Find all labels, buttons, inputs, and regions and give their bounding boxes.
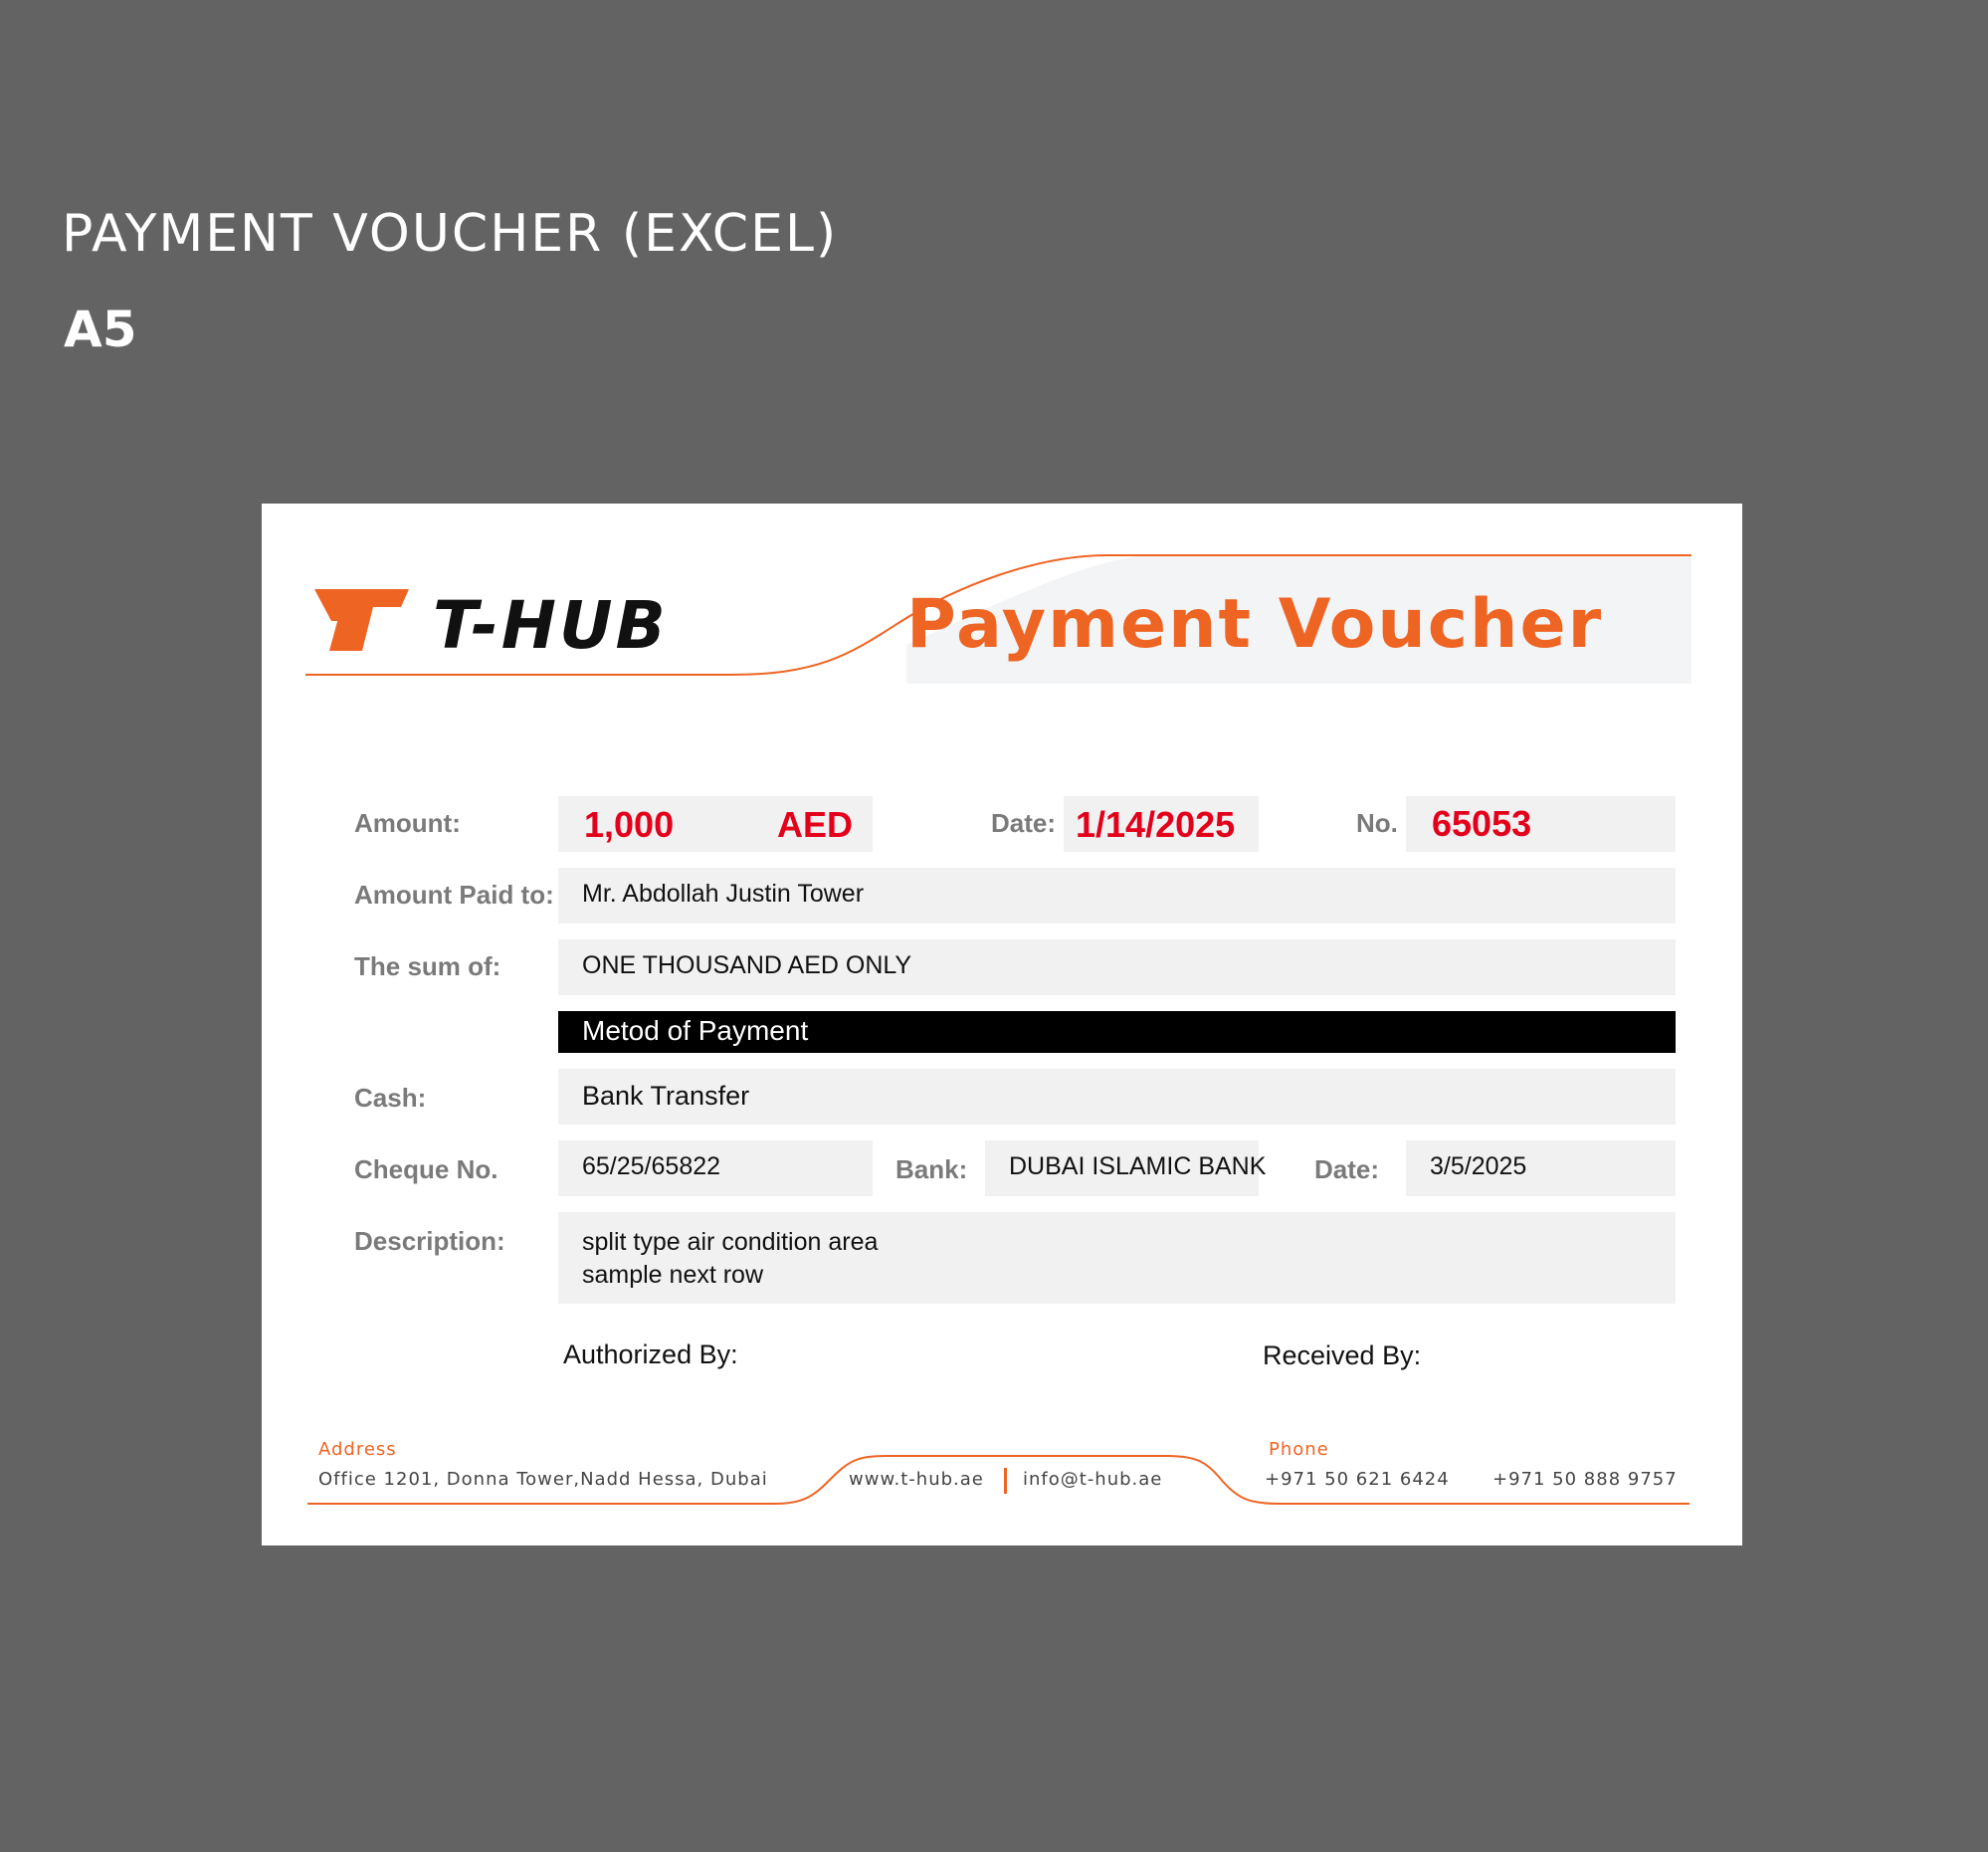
voucher-number-label: No. bbox=[1356, 808, 1398, 838]
description-line: split type air condition area bbox=[582, 1228, 879, 1256]
page-heading: PAYMENT VOUCHER (EXCEL) bbox=[62, 204, 839, 264]
date-field[interactable] bbox=[1064, 796, 1259, 852]
cash-label: Cash: bbox=[354, 1083, 427, 1113]
cheque-number-label: Cheque No. bbox=[354, 1154, 498, 1184]
cheque-number-value: 65/25/65822 bbox=[582, 1152, 721, 1180]
bank-value: DUBAI ISLAMIC BANK bbox=[1009, 1152, 1267, 1180]
description-label: Description: bbox=[354, 1226, 505, 1256]
authorized-by-label: Authorized By: bbox=[563, 1339, 738, 1369]
footer-website-link[interactable]: www.t-hub.ae bbox=[849, 1469, 984, 1490]
t-hub-logo-icon bbox=[314, 589, 409, 651]
amount-label: Amount: bbox=[354, 808, 461, 838]
description-line: sample next row bbox=[582, 1261, 764, 1289]
voucher-number-field[interactable] bbox=[1406, 796, 1676, 852]
bank-label: Bank: bbox=[895, 1154, 968, 1184]
footer-address-label: Address bbox=[318, 1439, 397, 1460]
sum-field[interactable] bbox=[558, 939, 1676, 995]
currency-value: AED bbox=[776, 804, 853, 845]
footer-separator bbox=[1004, 1468, 1007, 1494]
brand-name: T-HUB bbox=[433, 587, 669, 664]
description-field[interactable] bbox=[558, 1212, 1676, 1304]
method-of-payment-header: Metod of Payment bbox=[558, 1011, 1676, 1053]
paid-to-value: Mr. Abdollah Justin Tower bbox=[582, 880, 865, 908]
footer-phone-1: +971 50 621 6424 bbox=[1265, 1469, 1450, 1490]
cheque-date-label: Date: bbox=[1314, 1154, 1380, 1184]
voucher-sheet bbox=[262, 504, 1742, 1545]
amount-value: 1,000 bbox=[584, 804, 675, 845]
received-by-label: Received By: bbox=[1263, 1340, 1422, 1370]
cash-value: Bank Transfer bbox=[582, 1081, 750, 1111]
voucher-number-value: 65053 bbox=[1432, 803, 1532, 844]
date-label: Date: bbox=[991, 808, 1057, 838]
bank-field[interactable] bbox=[985, 1140, 1267, 1196]
cheque-number-field[interactable] bbox=[558, 1140, 873, 1196]
footer-address: Office 1201, Donna Tower,Nadd Hessa, Dubai bbox=[318, 1469, 768, 1490]
date-value: 1/14/2025 bbox=[1076, 804, 1236, 845]
footer-phone-2: +971 50 888 9757 bbox=[1492, 1469, 1678, 1490]
cash-field[interactable] bbox=[558, 1069, 1676, 1125]
cheque-date-field[interactable] bbox=[1406, 1140, 1676, 1196]
cheque-date-value: 3/5/2025 bbox=[1430, 1152, 1527, 1180]
footer-phone-label: Phone bbox=[1269, 1439, 1329, 1460]
paid-to-label: Amount Paid to: bbox=[354, 880, 554, 910]
amount-field[interactable] bbox=[558, 796, 873, 852]
voucher-title: Payment Voucher bbox=[906, 585, 1604, 664]
sum-value: ONE THOUSAND AED ONLY bbox=[582, 951, 912, 979]
page-subheading: A5 bbox=[64, 301, 137, 358]
footer-email-link[interactable]: info@t-hub.ae bbox=[1023, 1469, 1163, 1490]
sum-label: The sum of: bbox=[354, 951, 501, 981]
paid-to-field[interactable] bbox=[558, 868, 1676, 924]
